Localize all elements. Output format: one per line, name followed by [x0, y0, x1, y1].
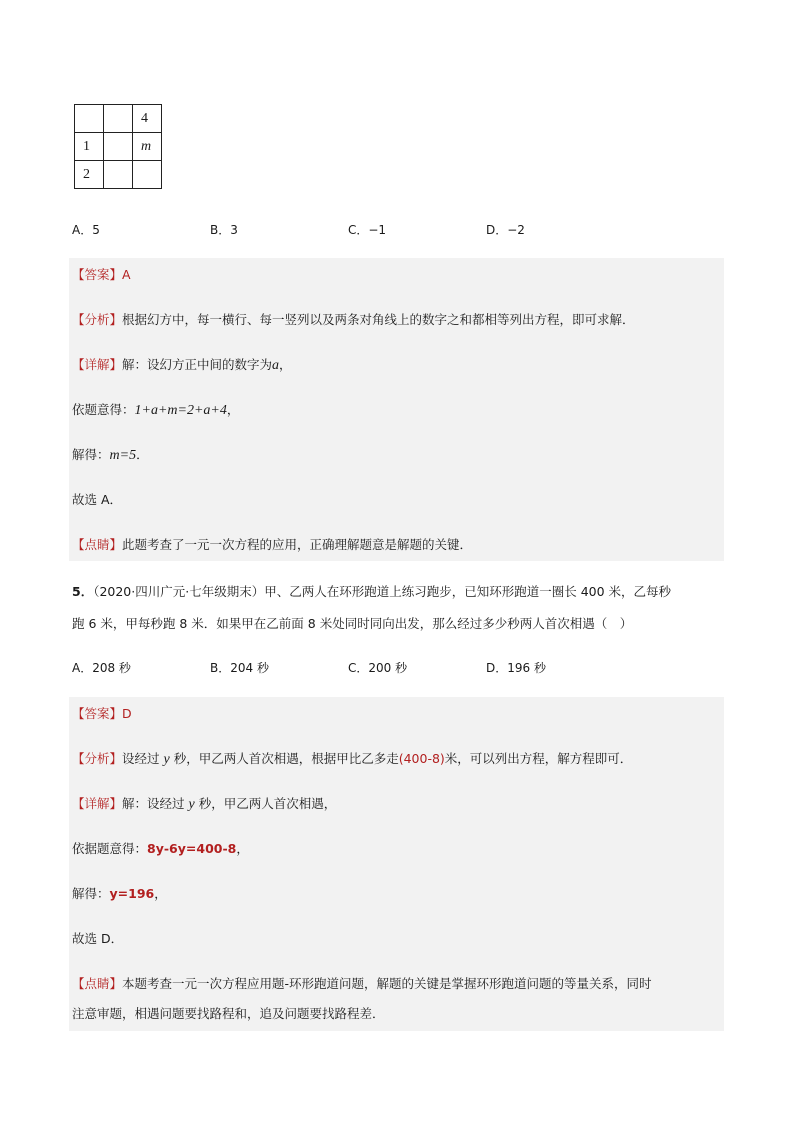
detail-tag: 【详解】: [72, 357, 123, 372]
analysis-highlight: (400-8): [398, 751, 445, 766]
detail-line-3: [72, 445, 149, 466]
q4-options: [72, 221, 692, 241]
detail-line-2: [72, 400, 239, 421]
answer-tag: 【答案】: [72, 267, 123, 282]
q4-solution-block: [69, 258, 724, 561]
analysis-text: 根据幻方中，每一横行、每一竖列以及两条对角线上的数字之和都相等列出方程，即可求解．: [122, 312, 635, 327]
analysis-line: [72, 310, 635, 330]
comment-line: [72, 535, 472, 555]
detail-text: 解：设幻方正中间的数字为: [122, 357, 273, 372]
option-d: D．196 秒: [486, 661, 546, 675]
analysis-text: 秒，甲乙两人首次相遇，根据甲比乙多走: [169, 751, 399, 766]
grid-cell: [104, 161, 133, 189]
detail-prefix: 解得：: [72, 886, 110, 901]
detail-punct: ，: [236, 841, 249, 856]
question-line-2: 跑 6 米，甲每秒跑 8 米．如果甲在乙前面 8 米处同时同向出发，那么经过多少秒两人首次相遇（ ）: [72, 616, 633, 631]
analysis-tag: 【分析】: [72, 312, 123, 327]
answer-line: [72, 265, 131, 285]
comment-text: 本题考查一元一次方程应用题-环形跑道问题，解题的关键是掌握环形跑道问题的等量关系，同时: [122, 976, 652, 991]
option-a: A．208 秒: [72, 661, 131, 675]
detail-line-4: 故选 A．: [72, 492, 123, 507]
detail-text: 秒，甲乙两人首次相遇，: [194, 796, 337, 811]
comment-line-1: [72, 974, 652, 994]
detail-text: 解：设经过: [122, 796, 189, 811]
option-c: C．−1: [348, 223, 387, 237]
grid-cell: [133, 161, 162, 189]
question-text: 甲、乙两人在环形跑道上练习跑步，已知环形跑道一圈长 400 米，乙每秒: [264, 584, 672, 599]
option-b: B．204 秒: [210, 661, 269, 675]
grid-cell: 4: [133, 105, 162, 133]
analysis-text: 设经过: [122, 751, 164, 766]
detail-line-2: [72, 839, 249, 859]
grid-cell: m: [133, 133, 162, 161]
grid-cell: [104, 105, 133, 133]
grid-cell: [75, 105, 104, 133]
detail-punct: ，: [279, 357, 292, 372]
comment-line-2: 注意审题，相遇问题要找路程和，追及问题要找路程差．: [72, 1006, 385, 1021]
analysis-line: [72, 749, 632, 770]
question-source: （2020·四川广元·七年级期末）: [93, 584, 265, 599]
q5-options: [72, 659, 692, 679]
magic-square-grid: [74, 104, 162, 189]
detail-punct: ．: [136, 447, 149, 462]
analysis-text: 米，可以列出方程，解方程即可．: [444, 751, 633, 766]
detail-line-4: 故选 D．: [72, 931, 124, 946]
equation: y=196: [109, 886, 155, 901]
option-d: D．−2: [486, 223, 525, 237]
variable-y: y: [188, 797, 195, 812]
equation: 1+a+m=2+a+4: [134, 403, 227, 418]
answer-value: A: [122, 267, 131, 282]
option-b: B．3: [210, 223, 238, 237]
question-5-stem: [72, 576, 722, 640]
variable-y: y: [163, 752, 170, 767]
detail-tag: 【详解】: [72, 796, 123, 811]
comment-text: 此题考查了一元一次方程的应用，正确理解题意是解题的关键．: [122, 537, 473, 552]
question-number: 5．: [72, 584, 94, 599]
answer-tag: 【答案】: [72, 706, 123, 721]
detail-prefix: 依题意得：: [72, 402, 135, 417]
option-c: C．200 秒: [348, 661, 408, 675]
equation: 8y-6y=400-8: [147, 841, 237, 856]
grid-cell: [104, 133, 133, 161]
q5-solution-block: [69, 697, 724, 1031]
question-line-1: [72, 576, 722, 608]
equation: m=5: [109, 448, 137, 463]
answer-value: D: [122, 706, 132, 721]
detail-line-3: [72, 884, 167, 904]
comment-tag: 【点睛】: [72, 976, 123, 991]
variable-a: a: [272, 358, 280, 373]
analysis-tag: 【分析】: [72, 751, 123, 766]
detail-punct: ，: [226, 402, 240, 417]
detail-punct: ，: [154, 886, 167, 901]
detail-prefix: 依据题意得：: [72, 841, 148, 856]
comment-tag: 【点睛】: [72, 537, 123, 552]
detail-line-1: [72, 355, 292, 376]
detail-prefix: 解得：: [72, 447, 110, 462]
grid-cell: 2: [75, 161, 104, 189]
detail-line-1: [72, 794, 336, 815]
option-a: A．5: [72, 223, 100, 237]
grid-cell: 1: [75, 133, 104, 161]
answer-line: [72, 704, 132, 724]
